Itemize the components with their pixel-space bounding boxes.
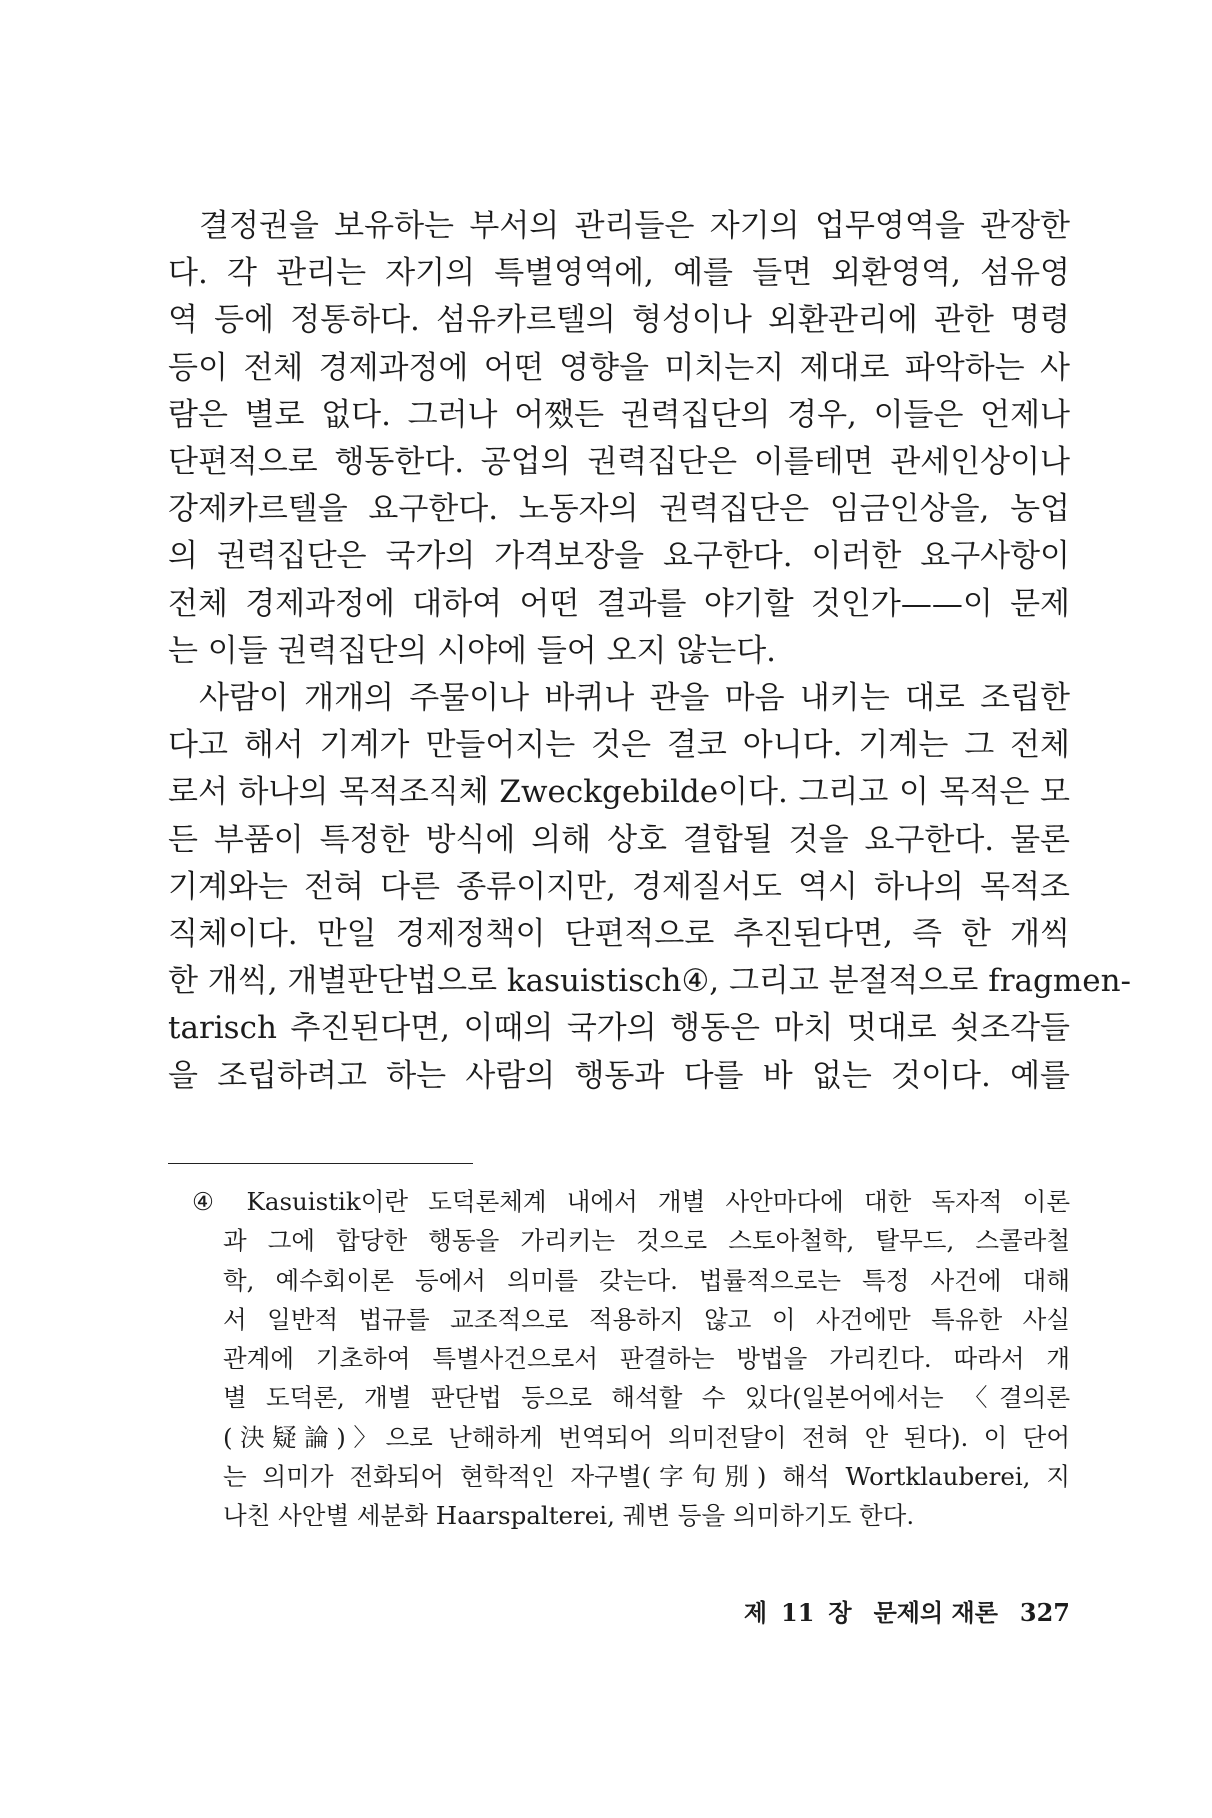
text-line: 다고 해서 기계가 만들어지는 것은 결코 아니다. 기계는 그 전체 — [168, 727, 1070, 764]
footnote — [192, 1182, 1070, 1536]
text-line: 한 개씩, 개별판단법으로 kasuistisch④, 그리고 분절적으로 fragmen- — [168, 963, 1132, 1000]
text-line: 든 부품이 특정한 방식에 의해 상호 결합될 것을 요구한다. 물론 — [168, 821, 1070, 858]
text-line: 을 조립하려고 하는 사람의 행동과 다를 바 없는 것이다. 예를 — [168, 1057, 1070, 1094]
text-line: 기계와는 전혀 다른 종류이지만, 경제질서도 역시 하나의 목적조 — [168, 868, 1070, 905]
text-line: 의 권력집단은 국가의 가격보장을 요구한다. 이러한 요구사항이 — [168, 538, 1070, 575]
text-line: tarisch 추진된다면, 이때의 국가의 행동은 마치 멋대로 쇳조각들 — [168, 1010, 1070, 1047]
paragraph-1 — [168, 203, 1070, 675]
page-footer — [740, 1593, 1070, 1628]
text-line: 직체이다. 만일 경제정책이 단편적으로 추진된다면, 즉 한 개씩 — [168, 916, 1070, 953]
page-number: 327 — [1019, 1598, 1070, 1627]
text-line: 로서 하나의 목적조직체 Zweckgebilde이다. 그리고 이 목적은 모 — [168, 774, 1070, 811]
text-line: 등이 전체 경제과정에 어떤 영향을 미치는지 제대로 파악하는 사 — [168, 349, 1070, 386]
footnote-divider — [168, 1163, 473, 1164]
chapter-title: 문제의 재론 — [873, 1598, 998, 1627]
text-line: 람은 별로 없다. 그러나 어쨌든 권력집단의 경우, 이들은 언제나 — [168, 396, 1070, 433]
text-line: 사람이 개개의 주물이나 바퀴나 관을 마음 내키는 대로 조립한 — [199, 680, 1070, 717]
text-line: 전체 경제과정에 대하여 어떤 결과를 야기할 것인가——이 문제 — [168, 585, 1070, 622]
footnote-line: 학, 예수회이론 등에서 의미를 갖는다. 법률적으로는 특정 사건에 대해 — [223, 1265, 1070, 1295]
text-line: 강제카르텔을 요구한다. 노동자의 권력집단은 임금인상을, 농업 — [168, 491, 1070, 528]
chapter-suffix: 장 — [828, 1598, 852, 1627]
text-line: 단편적으로 행동한다. 공업의 권력집단은 이를테면 관세인상이나 — [168, 444, 1070, 481]
footnote-line: 과 그에 합당한 행동을 가리키는 것으로 스토아철학, 탈무드, 스콜라철 — [223, 1226, 1070, 1256]
paragraph-2 — [168, 675, 1132, 1100]
footnote-line: ④ Kasuistik이란 도덕론체계 내에서 개별 사안마다에 대한 독자적 이론 — [192, 1187, 1070, 1216]
footnote-line: 나친 사안별 세분화 Haarspalterei, 궤변 등을 의미하기도 한다. — [223, 1501, 915, 1531]
text-line: 는 이들 권력집단의 시야에 들어 오지 않는다. — [168, 632, 777, 669]
chapter-prefix: 제 — [743, 1598, 768, 1627]
text-line: 결정권을 보유하는 부서의 관리들은 자기의 업무영역을 관장한 — [199, 208, 1070, 244]
body-text — [168, 203, 1132, 1100]
text-line: 역 등에 정통하다. 섬유카르텔의 형성이나 외환관리에 관한 명령 — [168, 302, 1070, 339]
footnote-line: 서 일반적 법규를 교조적으로 적용하지 않고 이 사건에만 특유한 사실 — [223, 1304, 1070, 1334]
chapter-number: 11 — [781, 1598, 815, 1627]
footnote-line: 관계에 기초하여 특별사건으로서 판결하는 방법을 가리킨다. 따라서 개 — [223, 1344, 1070, 1374]
footnote-line: (決疑論)〉으로 난해하게 번역되어 의미전달이 전혀 안 된다). 이 단어 — [223, 1422, 1070, 1452]
footnote-line: 별 도덕론, 개별 판단법 등으로 해석할 수 있다(일본어에서는 〈결의론 — [223, 1383, 1070, 1413]
text-line: 다. 각 관리는 자기의 특별영역에, 예를 들면 외환영역, 섬유영 — [168, 255, 1070, 292]
footnote-line: 는 의미가 전화되어 현학적인 자구별(字句別) 해석 Wortklauberei, 지 — [223, 1462, 1070, 1492]
